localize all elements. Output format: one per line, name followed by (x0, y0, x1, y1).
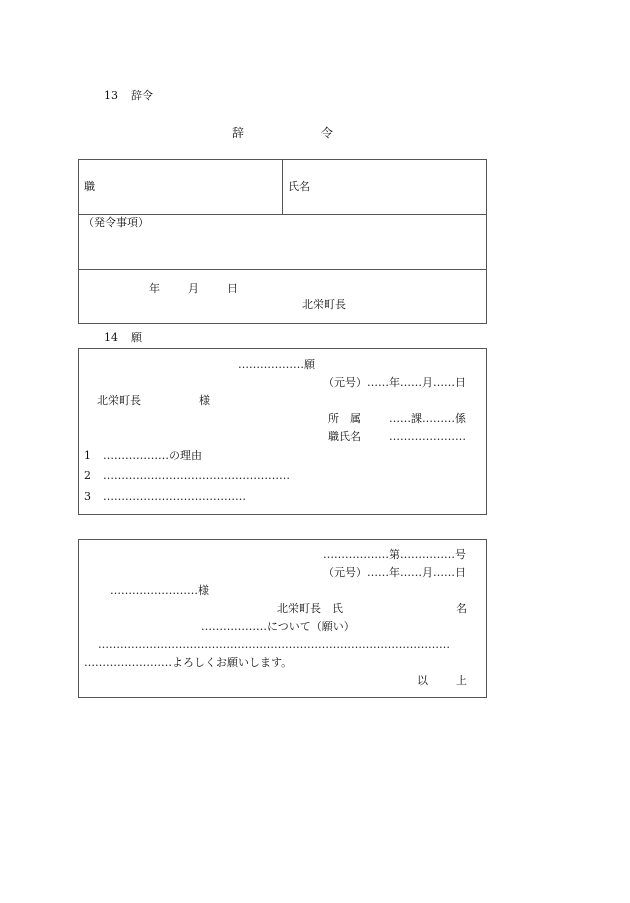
form2-recipient: ……………………様 (110, 584, 209, 597)
form1-item-1-number: 1 (84, 449, 91, 462)
form2-sender-name-end: 名 (456, 602, 467, 615)
date-day-label: 日 (227, 282, 238, 295)
form1-title: ………………願 (238, 358, 315, 371)
form1-item-2-text: …………………………………………… (103, 469, 290, 482)
section-14-heading: 願 (131, 331, 142, 344)
position-label: 職 (84, 180, 95, 193)
table-row-divider-2 (78, 269, 487, 270)
form2-date: （元号）……年……月……日 (323, 566, 466, 579)
form2-sender-title: 北栄町長 氏 (277, 602, 343, 615)
name-label: 氏名 (288, 180, 310, 193)
form1-item-3-text: ………………………………… (103, 490, 246, 503)
form2-closing-left: 以 (417, 674, 428, 687)
form1-date: （元号）……年……月……日 (323, 376, 466, 389)
form2-closing-right: 上 (456, 674, 467, 687)
date-year-label: 年 (149, 282, 160, 295)
form1-name-value: ………………… (389, 430, 466, 443)
form2-subject: ………………について（願い） (201, 620, 355, 633)
form2-body-line-2: ……………………よろしくお願いします。 (84, 656, 293, 669)
section-14-number: 14 (104, 331, 118, 344)
doc-title-right-char: 令 (321, 126, 334, 140)
section-13-heading: 辞令 (131, 89, 153, 102)
date-month-label: 月 (188, 282, 199, 295)
doc-title-left-char: 辞 (232, 126, 245, 140)
matters-label: （発令事項） (83, 216, 149, 229)
form1-item-2-number: 2 (84, 469, 91, 482)
form1-honorific: 様 (199, 394, 210, 407)
form1-item-1-text: ………………の理由 (103, 449, 202, 462)
table-column-divider (282, 159, 283, 214)
signer-label: 北栄町長 (302, 298, 346, 311)
form1-affiliation-label: 所 属 (328, 412, 361, 425)
form1-addressee: 北栄町長 (97, 394, 141, 407)
form1-item-3-number: 3 (84, 490, 91, 503)
form2-body-line-1: …………………………………………………………………………………… (98, 639, 450, 650)
form1-name-label: 職氏名 (328, 430, 361, 443)
form1-affiliation-value: ……課………係 (389, 412, 466, 425)
form2-number: ………………第……………号 (323, 548, 466, 561)
table-row-divider-1 (78, 214, 487, 215)
section-13-number: 13 (104, 89, 118, 102)
